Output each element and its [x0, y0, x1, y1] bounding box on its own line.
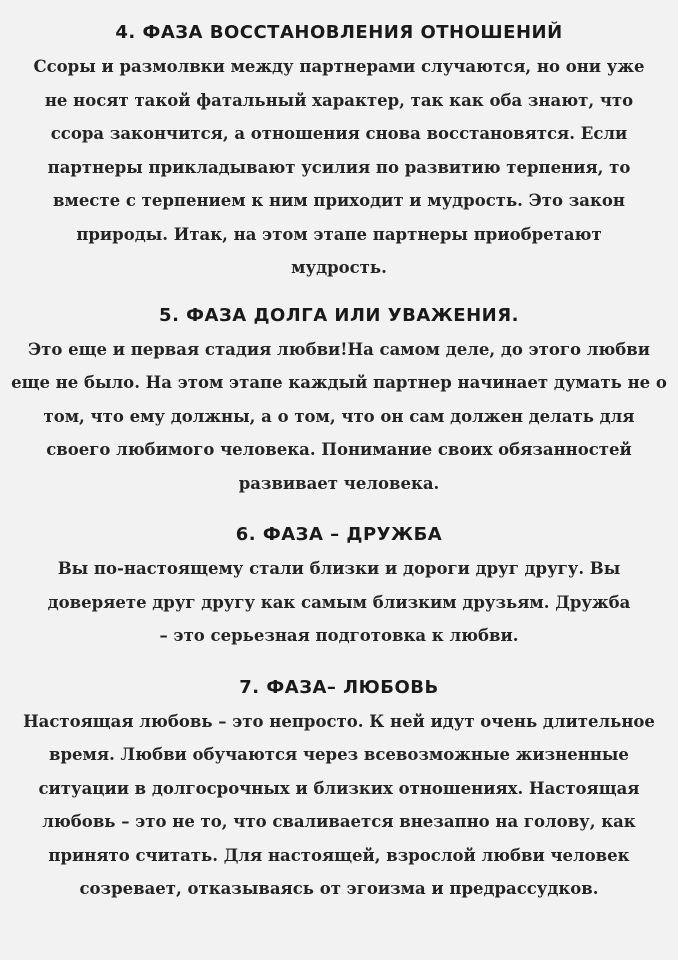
section-phase-7: [10, 677, 668, 906]
section-text: Вы по-настоящему стали близки и дороги друг другу. Вы доверяете друг другу как самым близким друзьям. Дружба – это серьезная подготовка к любви.: [47, 559, 631, 645]
section-phase-4: [10, 22, 668, 285]
section-heading: 4. ФАЗА ВОССТАНОВЛЕНИЯ ОТНОШЕНИЙ: [115, 22, 563, 43]
section-text: Это еще и первая стадия любви!На самом деле, до этого любви еще не было. На этом этапе каждый партнер начинает думать не о том, что ему должны, а о том, что он сам должен делать для своего любимого человека. Понимание своих обязанностей развивает человека.: [11, 339, 667, 493]
section-phase-6: [10, 524, 668, 653]
section-phase-5: [10, 305, 668, 501]
section-text: Настоящая любовь – это непросто. К ней идут очень длительное время. Любви обучаются через всевозможные жизненные ситуации в долгосрочных и близких отношениях. Настоящая любовь – это не то, что сваливается внезапно на голову, как принято считать. Для настоящей, взрослой любви человек созревает, отказываясь от эгоизма и предрассудков.: [23, 711, 655, 898]
section-heading: 6. ФАЗА – ДРУЖБА: [235, 524, 443, 545]
section-heading: 5. ФАЗА ДОЛГА ИЛИ УВАЖЕНИЯ.: [159, 304, 519, 326]
section-heading: 7. ФАЗА– ЛЮБОВЬ: [239, 676, 439, 698]
section-text: Ссоры и размолвки между партнерами случаются, но они уже не носят такой фатальный характер, так как оба знают, что ссора закончится, а отношения снова восстановятся. Если партнеры прикладывают усилия по развитию терпения, то вместе с терпением к ним приходит и мудрость. Это закон природы. Итак, на этом этапе партнеры приобретают мудрость.: [33, 57, 645, 277]
